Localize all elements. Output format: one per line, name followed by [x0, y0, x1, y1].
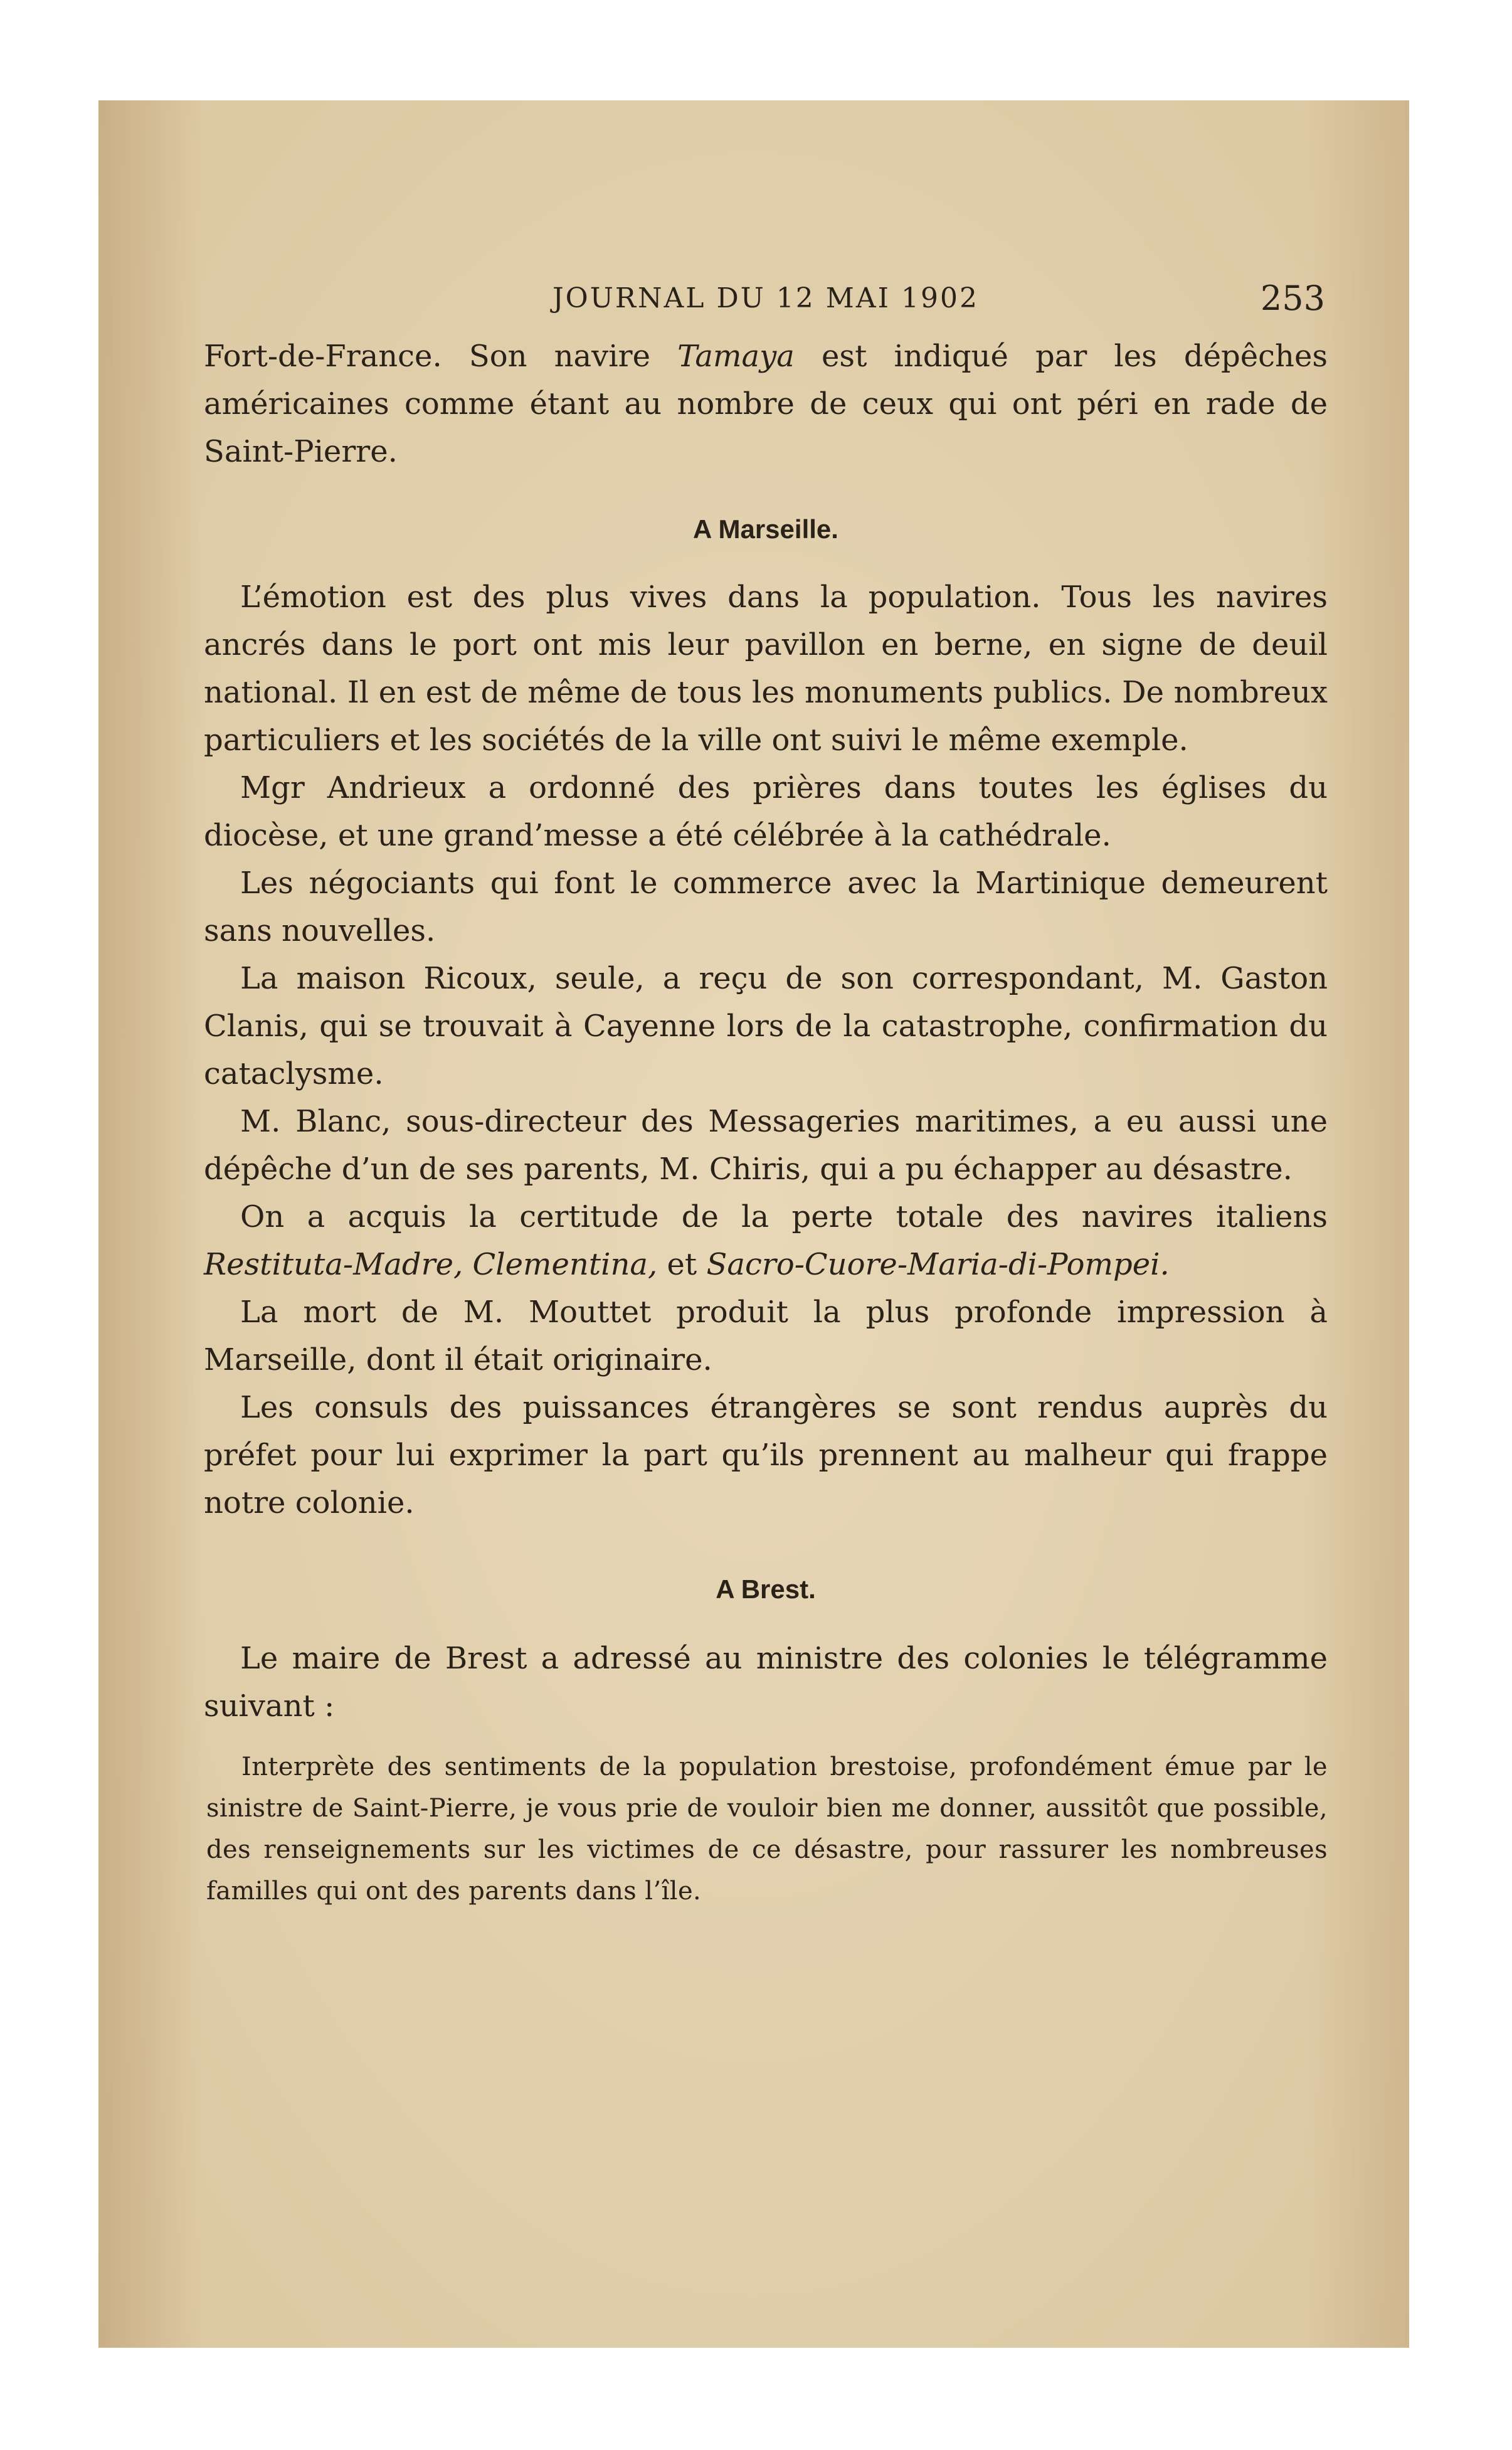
paragraph-text: Fort-de-France. Son navire [204, 339, 678, 374]
ship-name-italic: Tamaya [677, 339, 795, 374]
ship-name-italic: Sacro-Cuore-Maria-di-Pompei. [706, 1247, 1170, 1282]
page-number: 253 [1260, 278, 1325, 318]
running-title: JOURNAL DU 12 MAI 1902 [552, 282, 979, 314]
paragraph-fort-de-france [204, 332, 1328, 475]
paragraph-navires-italiens [204, 1193, 1328, 1288]
paragraph-blanc: M. Blanc, sous-directeur des Messageries maritimes, a eu aussi une dépêche d’un de ses parents, M. Chiris, qui a pu échapper au désastre. [204, 1104, 1328, 1187]
paragraph-text: et [657, 1247, 707, 1282]
section-heading-brest: A Brest. [716, 1574, 816, 1604]
paragraph-maire-brest: Le maire de Brest a adressé au ministre des colonies le télégramme suivant : [204, 1641, 1328, 1724]
paragraph-consuls: Les consuls des puissances étrangères se sont rendus auprès du préfet pour lui exprimer la part qu’ils prennent au malheur qui frappe notre colonie. [204, 1390, 1328, 1520]
section-heading-marseille: A Marseille. [693, 514, 838, 544]
ship-names-italic: Restituta-Madre, Clementina, [204, 1247, 658, 1282]
paragraph-negociants: Les négociants qui font le commerce avec la Martinique demeurent sans nouvelles. [204, 866, 1328, 948]
paragraph-ricoux: La maison Ricoux, seule, a reçu de son correspondant, M. Gaston Clanis, qui se trouvait à Cayenne lors de la catastrophe, confirmation du cataclysme. [204, 961, 1328, 1091]
paragraph-andrieux: Mgr Andrieux a ordonné des prières dans toutes les églises du diocèse, et une grand’messe a été célébrée à la cathédrale. [204, 770, 1328, 853]
page-text-block [204, 278, 1328, 1912]
paragraph-text: est indiqué par les dépêches américaines comme étant au nombre de ceux qui ont péri en rade de Saint-Pierre. [204, 339, 1328, 469]
telegram-quote: Interprète des sentiments de la population brestoise, profondément émue par le sinistre de Saint-Pierre, je vous prie de vouloir bien me donner, aussitôt que possible, des renseignements sur les victimes de ce désastre, pour rassurer les nombreuses familles qui ont des parents dans l’île. [206, 1753, 1328, 1906]
scanned-page [98, 100, 1409, 2348]
paragraph-mouttet: La mort de M. Mouttet produit la plus profonde impression à Marseille, dont il était originaire. [204, 1295, 1328, 1377]
paragraph-text: On a acquis la certitude de la perte totale des navires italiens [240, 1199, 1328, 1234]
running-header [204, 278, 1328, 332]
paragraph-emotion: L’émotion est des plus vives dans la population. Tous les navires ancrés dans le port ont mis leur pavillon en berne, en signe de deuil national. Il en est de même de tous les monuments publics. De nombreux particuliers et les sociétés de la ville ont suivi le même exemple. [204, 580, 1328, 758]
